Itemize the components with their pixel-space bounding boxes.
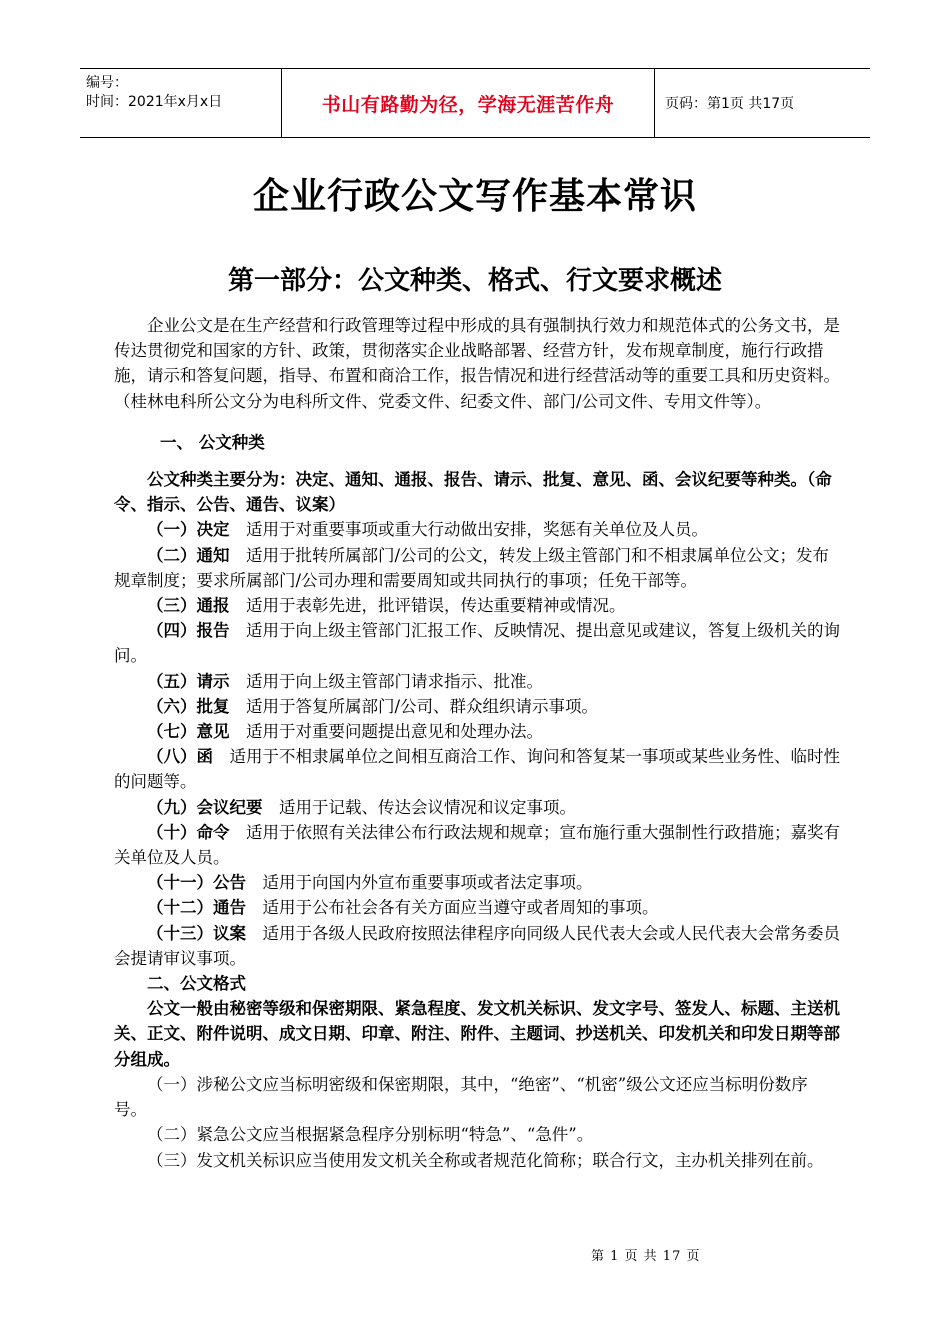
doc-type-description: 适用于不相隶属单位之间相互商洽工作、询问和答复某一事项或某些业务性、临时性的问题等。 xyxy=(114,747,840,792)
doc-type-term: （三）通报 xyxy=(147,596,230,616)
doc-type-item xyxy=(114,517,840,542)
doc-type-description: 适用于答复所属部门/公司、群众组织请示事项。 xyxy=(246,696,599,716)
doc-type-item xyxy=(114,694,840,719)
doc-type-term: （十）命令 xyxy=(147,822,230,842)
doc-type-description: 适用于依照有关法律公布行政法规和规章；宣布施行重大强制性行政措施；嘉奖有关单位及人员。 xyxy=(114,822,840,868)
document-title: 企业行政公文写作基本常识 xyxy=(252,175,697,217)
doc-type-item xyxy=(114,543,840,593)
doc-type-description: 适用于记载、传达会议情况和议定事项。 xyxy=(279,797,576,817)
doc-type-term: （六）批复 xyxy=(147,696,230,716)
doc-type-item xyxy=(114,795,840,820)
doc-type-description: 适用于公布社会各有关方面应当遵守或者周知的事项。 xyxy=(262,898,659,918)
section2-heading: 二、公文格式 xyxy=(147,974,246,994)
doc-type-term: （一）决定 xyxy=(147,520,230,540)
header-motto-cell xyxy=(281,69,655,137)
doc-type-term: （十二）通告 xyxy=(147,898,246,918)
section1-list xyxy=(114,517,840,971)
doc-type-item xyxy=(114,618,840,668)
doc-type-item xyxy=(114,593,840,618)
doc-type-item xyxy=(114,921,840,971)
section1-heading: 一、 公文种类 xyxy=(160,432,265,452)
doc-type-description: 适用于向上级主管部门汇报工作、反映情况、提出意见或建议，答复上级机关的询问。 xyxy=(114,621,840,666)
doc-type-description: 适用于向国内外宣布重要事项或者法定事项。 xyxy=(262,873,593,893)
page-footer: 第 1 页 共 17 页 xyxy=(591,1249,701,1264)
section2-list xyxy=(114,1072,840,1173)
doc-type-item xyxy=(114,820,840,870)
doc-type-term: （四）报告 xyxy=(147,621,230,641)
doc-type-term: （九）会议纪要 xyxy=(147,797,263,817)
doc-type-item xyxy=(114,895,840,920)
header-page-info xyxy=(655,69,870,137)
doc-type-item xyxy=(114,719,840,744)
number-label: 编号： xyxy=(86,75,128,91)
doc-type-item xyxy=(114,669,840,694)
page-info: 页码：第1页 共17页 xyxy=(665,96,795,112)
doc-type-description: 适用于表彰先进，批评错误，传达重要精神或情况。 xyxy=(246,596,626,616)
format-item: （二）紧急公文应当根据紧急程序分别标明“特急”、“急件”。 xyxy=(147,1125,594,1145)
doc-type-term: （七）意见 xyxy=(147,722,230,742)
doc-type-term: （十一）公告 xyxy=(147,873,246,893)
doc-type-term: （五）请示 xyxy=(147,671,230,691)
doc-type-term: （十三）议案 xyxy=(147,923,246,943)
format-item: （一）涉秘公文应当标明密级和保密期限，其中，“绝密”、“机密”级公文还应当标明份数序号。 xyxy=(114,1074,808,1120)
doc-type-description: 适用于对重要事项或重大行动做出安排，奖惩有关单位及人员。 xyxy=(246,520,708,540)
document-header xyxy=(80,68,870,138)
doc-type-term: （八）函 xyxy=(147,747,213,767)
time-label: 时间：2021年x月x日 xyxy=(86,94,223,110)
section2-lead: 公文一般由秘密等级和保密期限、紧急程度、发文机关标识、发文字号、签发人、标题、主送机关、正文、附件说明、成文日期、印章、附注、附件、主题词、抄送机关、印发机关和印发日期等部分组成。 xyxy=(114,999,840,1069)
header-meta xyxy=(80,69,281,137)
format-item: （三）发文机关标识应当使用发文机关全称或者规范化简称；联合行文，主办机关排列在前。 xyxy=(147,1150,824,1170)
doc-type-term: （二）通知 xyxy=(147,545,230,565)
doc-type-item xyxy=(114,744,840,794)
intro-paragraph: 企业公文是在生产经营和行政管理等过程中形成的具有强制执行效力和规范体式的公务文书，是传达贯彻党和国家的方针、政策，贯彻落实企业战略部署、经营方针，发布规章制度，施行行政措施，请示和答复问题，指导、布置和商洽工作，报告情况和进行经营活动等的重要工具和历史资料。（桂林电科所公文分为电科所文件、党委文件、纪委文件、部门/公司文件、专用文件等）。 xyxy=(114,316,840,411)
motto: 书山有路勤为径，学海无涯苦作舟 xyxy=(321,93,615,116)
doc-type-description: 适用于向上级主管部门请求指示、批准。 xyxy=(246,671,543,691)
doc-type-description: 适用于对重要问题提出意见和处理办法。 xyxy=(246,722,543,742)
doc-type-item xyxy=(114,870,840,895)
part-title: 第一部分：公文种类、格式、行文要求概述 xyxy=(227,266,722,296)
document-body xyxy=(114,313,840,1173)
doc-type-description: 适用于各级人民政府按照法律程序向同级人民代表大会或人民代表大会常务委员会提请审议事项。 xyxy=(114,923,840,968)
doc-type-description: 适用于批转所属部门/公司的公文，转发上级主管部门和不相隶属单位公文；发布规章制度；要求所属部门/公司办理和需要周知或共同执行的事项；任免干部等。 xyxy=(114,545,830,590)
section1-lead: 公文种类主要分为：决定、通知、通报、报告、请示、批复、意见、函、会议纪要等种类。（命令、指示、公告、通告、议案） xyxy=(114,470,832,515)
